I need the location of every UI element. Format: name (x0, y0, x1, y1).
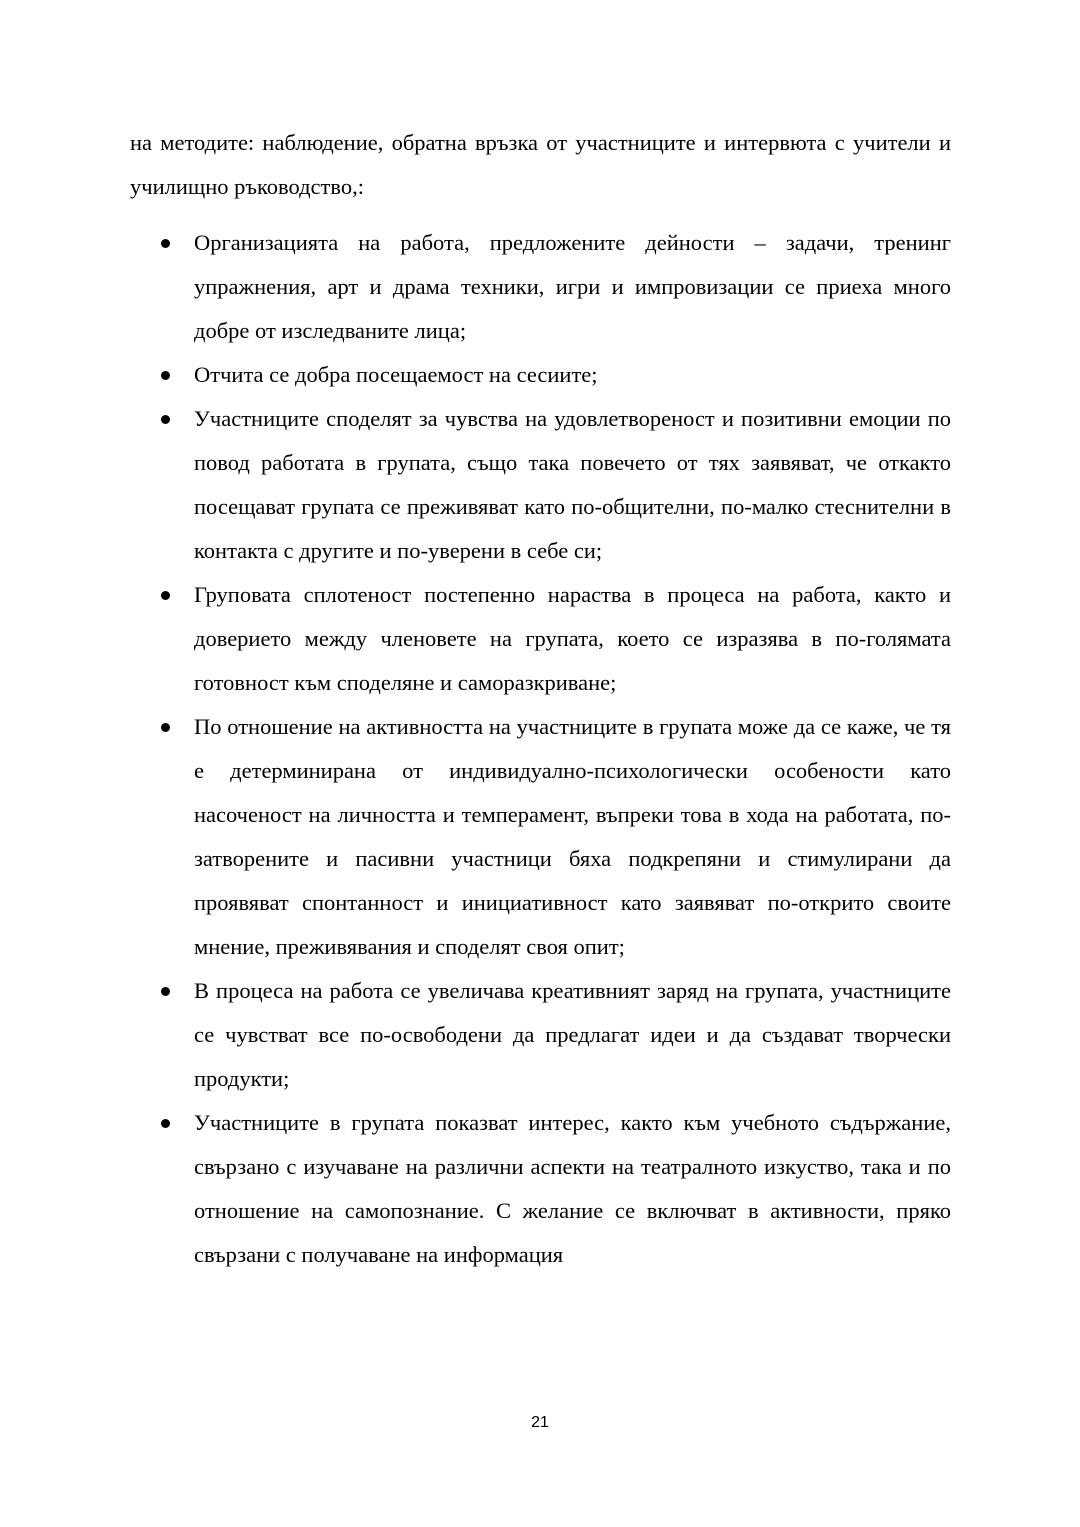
list-item-text: Отчита се добра посещаемост на сесиите; (194, 362, 598, 387)
bullet-icon (161, 415, 170, 424)
page-body (130, 121, 951, 1277)
list-item (130, 353, 951, 397)
bullet-icon (161, 723, 170, 732)
list-item-text: Участниците в групата показват интерес, както към учебното съдържание, свързано с изучаване на различни аспекти на театралното изкуство, така и по отношение на самопознание. С желание се включват в активности, пряко свързани с получаване на информация (194, 1110, 951, 1267)
page-number: 21 (531, 1414, 549, 1431)
findings-list (130, 221, 951, 1277)
intro-paragraph: на методите: наблюдение, обратна връзка от участниците и интервюта с учители и училищно ръководство,: (130, 130, 951, 199)
list-item (130, 969, 951, 1101)
list-item (130, 573, 951, 705)
list-item-text: Организацията на работа, предложените дейности – задачи, тренинг упражнения, арт и драма техники, игри и импровизации се приеха много добре от изследваните лица; (194, 230, 951, 343)
list-item-text: В процеса на работа се увеличава креативният заряд на групата, участниците се чувстват все по-освободени да предлагат идеи и да създават творчески продукти; (194, 978, 951, 1091)
bullet-icon (161, 371, 170, 380)
list-item-text: По отношение на активността на участниците в групата може да се каже, че тя е детерминирана от индивидуално-психологически особености като насоченост на личността и темперамент, въпреки това в хода на работата, по-затворените и пасивни участници бяха подкрепяни и стимулирани да проявяват спонтанност и инициативност като заявяват по-открито своите мнение, преживявания и споделят своя опит; (194, 714, 951, 959)
bullet-icon (161, 591, 170, 600)
list-item-text: Участниците споделят за чувства на удовлетвореност и позитивни емоции по повод работата в групата, също така повечето от тях заявяват, че откакто посещават групата се преживяват като по-общителни, по-малко стеснителни в контакта с другите и по-уверени в себе си; (194, 406, 951, 563)
list-item-text: Груповата сплотеност постепенно нараства в процеса на работа, както и доверието между членовете на групата, което се изразява в по-голямата готовност към споделяне и саморазкриване; (194, 582, 951, 695)
bullet-icon (161, 987, 170, 996)
list-item (130, 397, 951, 573)
list-item (130, 705, 951, 969)
list-item (130, 221, 951, 353)
bullet-icon (161, 1119, 170, 1128)
list-item (130, 1101, 951, 1277)
bullet-icon (161, 239, 170, 248)
